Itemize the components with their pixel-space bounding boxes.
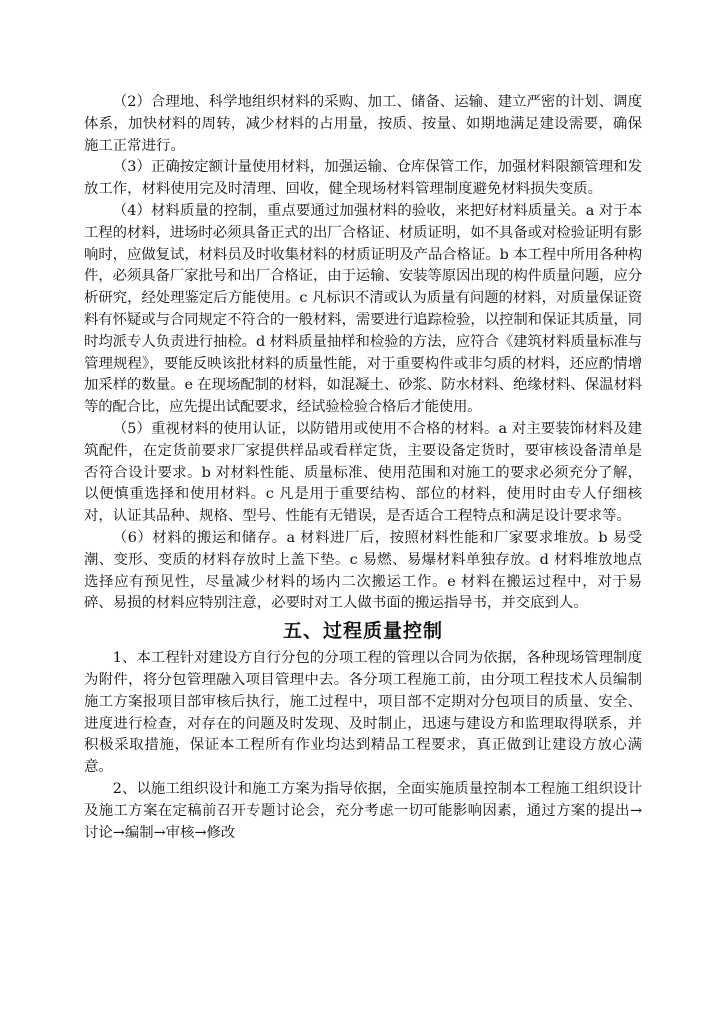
paragraph-material-storage: （6）材料的搬运和储存。a 材料进厂后，按照材料性能和厂家要求堆放。b 易受潮、变形、变质的材料存放时上盖下垫。c 易燃、易爆材料单独存放。d 材料堆放地点选择应有预见性，尽量减少材料的场内二次搬运工作。e 材料在搬运过程中，对于易碎、易损的材料应特别注意，必要时对工人做书面的搬运指导书，并交底到人。 (84, 529, 642, 612)
paragraph-material-procurement: （2）合理地、科学地组织材料的采购、加工、储备、运输、建立严密的计划、调度体系，加快材料的周转，减少材料的占用量，按质、按量、如期地满足建设需要，确保施工正常进行。 (84, 94, 642, 154)
paragraph-material-certification: （5）重视材料的使用认证，以防错用或使用不合格的材料。a 对主要装饰材料及建筑配件，在定货前要求厂家提供样品或看样定货，主要设备定货时，要审核设备清单是否符合设计要求。b 对材料性能、质量标准、使用范围和对施工的要求必须充分了解，以便慎重选择和使用材料。c 凡是用于重要结构、部位的材料，使用时由专人仔细核对，认证其品种、规格、型号、性能有无错误，是否适合工程特点和满足设计要求等。 (84, 420, 642, 525)
paragraph-construction-plan: 2、以施工组织设计和施工方案为指导依据，全面实施质量控制本工程施工组织设计及施工方案在定稿前召开专题讨论会，充分考虑一切可能影响因素，通过方案的提出→讨论→编制→审核→修改 (84, 780, 642, 841)
paragraph-subcontract-management: 1、本工程针对建设方自行分包的分项工程的管理以合同为依据，各种现场管理制度为附件，将分包管理融入项目管理中去。各分项工程施工前，由分项工程技术人员编制施工方案报项目部审核后执行，施工过程中，项目部不定期对分包项目的质量、安全、进度进行检查，对存在的问题及时发现、及时制止，迅速与建设方和监理取得联系，并积极采取措施，保证本工程所有作业均达到精品工程要求，真正做到让建设方放心满意。 (84, 650, 642, 776)
document-page (84, 92, 642, 844)
paragraph-material-usage: （3）正确按定额计量使用材料，加强运输、仓库保管工作，加强材料限额管理和发放工作，材料使用完及时清理、回收，健全现场材料管理制度避免材料损失变质。 (84, 159, 642, 198)
paragraph-material-quality-control: （4）材料质量的控制，重点要通过加强材料的验收，来把好材料质量关。a 对于本工程的材料，进场时必须具备正式的出厂合格证、材质证明，如不具备或对检验证明有影响时，应做复试，材料员及时收集材料的材质证明及产品合格证。b 本工程中所用各种构件，必须具备厂家批号和出厂合格证，由于运输、安装等原因出现的构件质量问题，应分析研究，经处理鉴定后方能使用。c 凡标识不清或认为质量有问题的材料，对质量保证资料有怀疑或与合同规定不符合的一般材料，需要进行追踪检验，以控制和保证其质量，同时均派专人负责进行抽检。d 材料质量抽样和检验的方法，应符合《建筑材料质量标准与管理规程》，要能反映该批材料的质量性能，对于重要构件或非匀质的材料，还应酌情增加采样的数量。e 在现场配制的材料，如混凝土、砂浆、防水材料、绝缘材料、保温材料等的配合比，应先提出试配要求，经试验检验合格后才能使用。 (84, 202, 642, 416)
section-title: 五、过程质量控制 (282, 620, 443, 643)
